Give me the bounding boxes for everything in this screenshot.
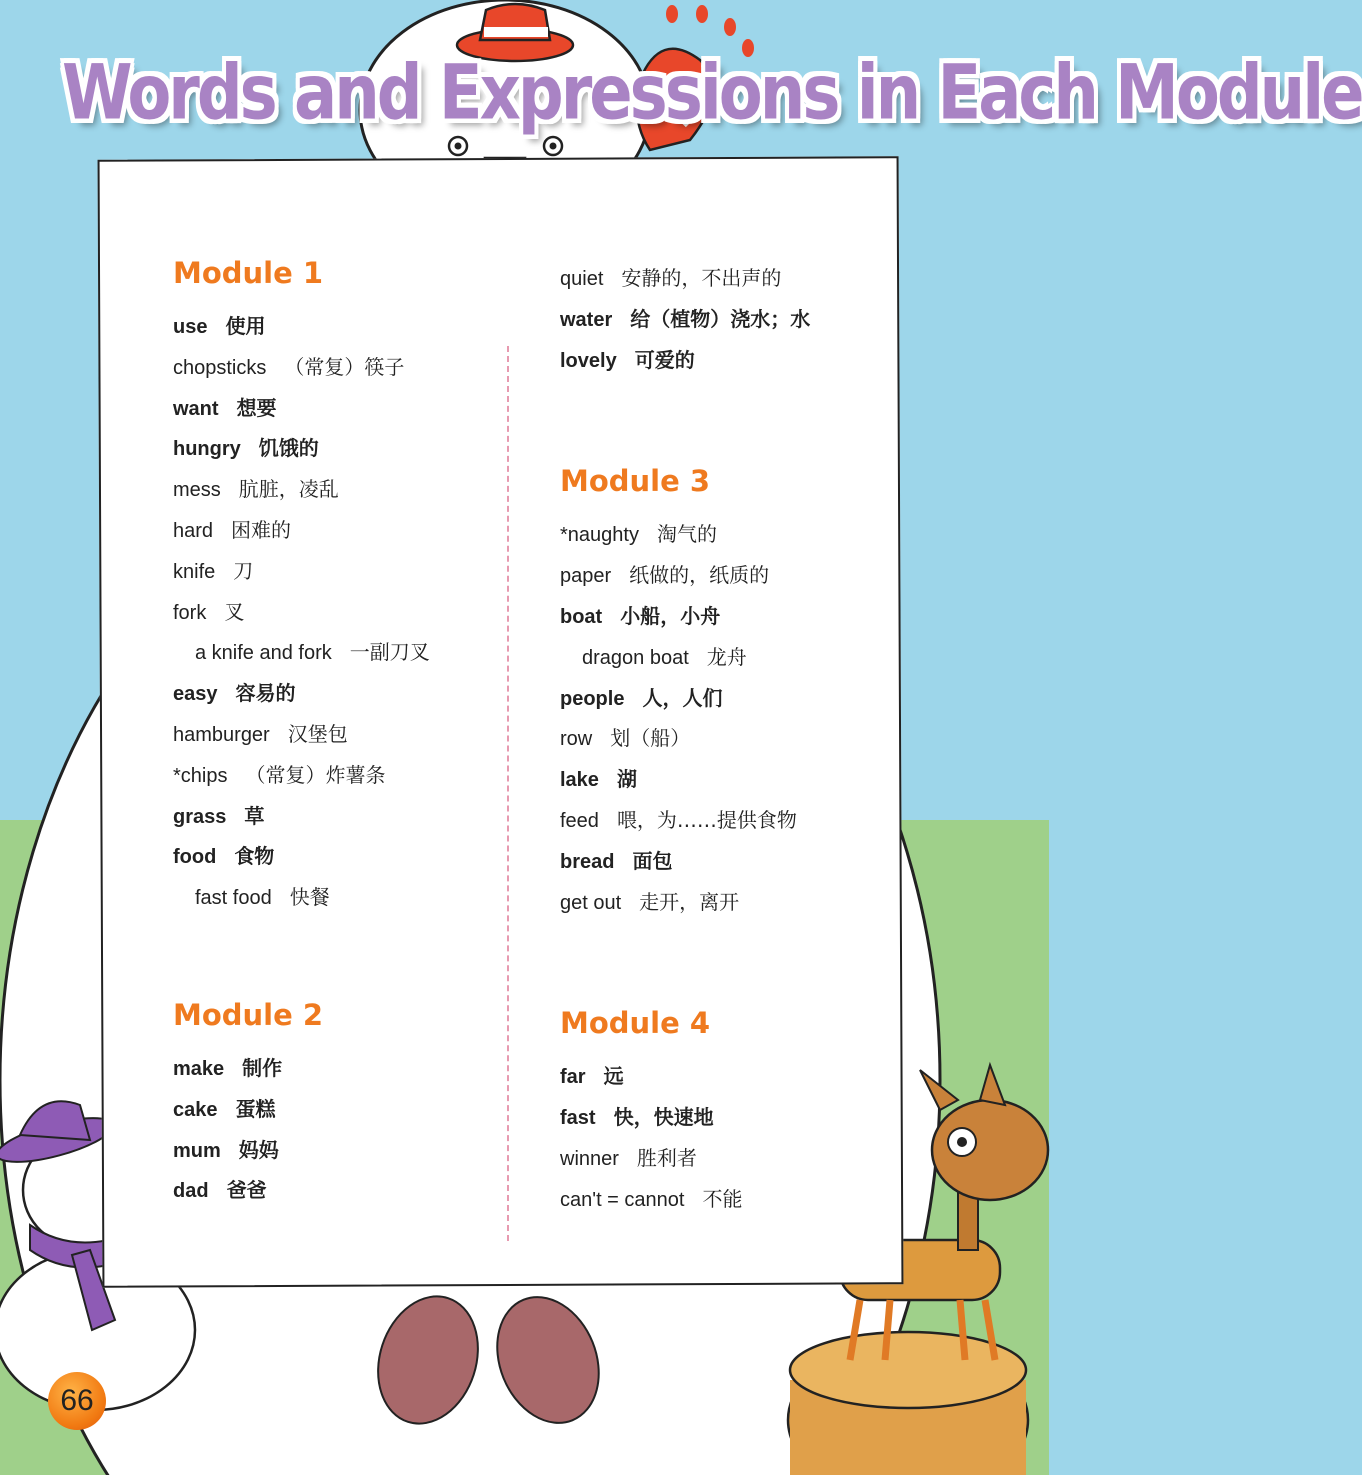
word-entry: knife 刀	[173, 558, 254, 583]
word-entry: want 想要	[173, 395, 277, 420]
column-divider	[507, 346, 509, 1241]
word-entry: boat 小船，小舟	[560, 603, 721, 628]
word-entry: row 划（船）	[560, 726, 691, 751]
left-column	[173, 252, 493, 1211]
module-3-heading: Module 3	[560, 464, 711, 499]
word-entry: hungry 饥饿的	[173, 436, 319, 461]
page-number: 66	[48, 1372, 106, 1430]
word-entry: fast 快，快速地	[560, 1105, 714, 1130]
page-title: Words and Expressions in Each Module	[62, 50, 1362, 138]
word-entry: feed 喂，为……提供食物	[560, 807, 797, 832]
word-entry: winner 胜利者	[560, 1145, 697, 1170]
word-entry: mess 肮脏，凌乱	[173, 477, 339, 502]
module-4-heading: Module 4	[560, 1006, 711, 1041]
word-entry: *naughty 淘气的	[560, 522, 717, 547]
word-entry: grass 草	[173, 803, 265, 828]
phrase-entry: a knife and fork 一副刀叉	[195, 640, 430, 665]
right-column	[560, 258, 890, 1220]
word-entry: lovely 可爱的	[560, 347, 695, 372]
word-entry: can't = cannot 不能	[560, 1186, 743, 1211]
word-entry: *chips （常复）炸薯条	[173, 762, 386, 787]
word-entry: quiet 安静的，不出声的	[560, 266, 782, 290]
word-entry: fork 叉	[173, 599, 245, 624]
module-1-heading: Module 1	[173, 256, 324, 290]
word-entry: easy 容易的	[173, 681, 296, 706]
word-entry: chopsticks （常复）筷子	[173, 354, 405, 379]
word-entry: water 给（植物）浇水；水	[560, 306, 811, 331]
phrase-entry: dragon boat 龙舟	[582, 644, 747, 669]
module-2-heading: Module 2	[173, 997, 324, 1032]
word-entry: bread 面包	[560, 848, 673, 873]
word-entry: people 人，人们	[560, 685, 723, 710]
word-entry: hard 困难的	[173, 517, 292, 542]
word-entry: food 食物	[173, 844, 275, 869]
word-entry: lake 湖	[560, 767, 637, 792]
word-entry: make 制作	[173, 1055, 283, 1080]
word-entry: far 远	[560, 1064, 624, 1089]
word-entry: paper 纸做的，纸质的	[560, 563, 770, 588]
word-entry: cake 蛋糕	[173, 1096, 276, 1121]
word-entry: mum 妈妈	[173, 1137, 279, 1162]
word-entry: get out 走开，离开	[560, 889, 740, 914]
phrase-entry: fast food 快餐	[195, 885, 330, 910]
word-entry: use 使用	[173, 314, 266, 338]
word-entry: dad 爸爸	[173, 1178, 267, 1203]
word-entry: hamburger 汉堡包	[173, 721, 348, 746]
